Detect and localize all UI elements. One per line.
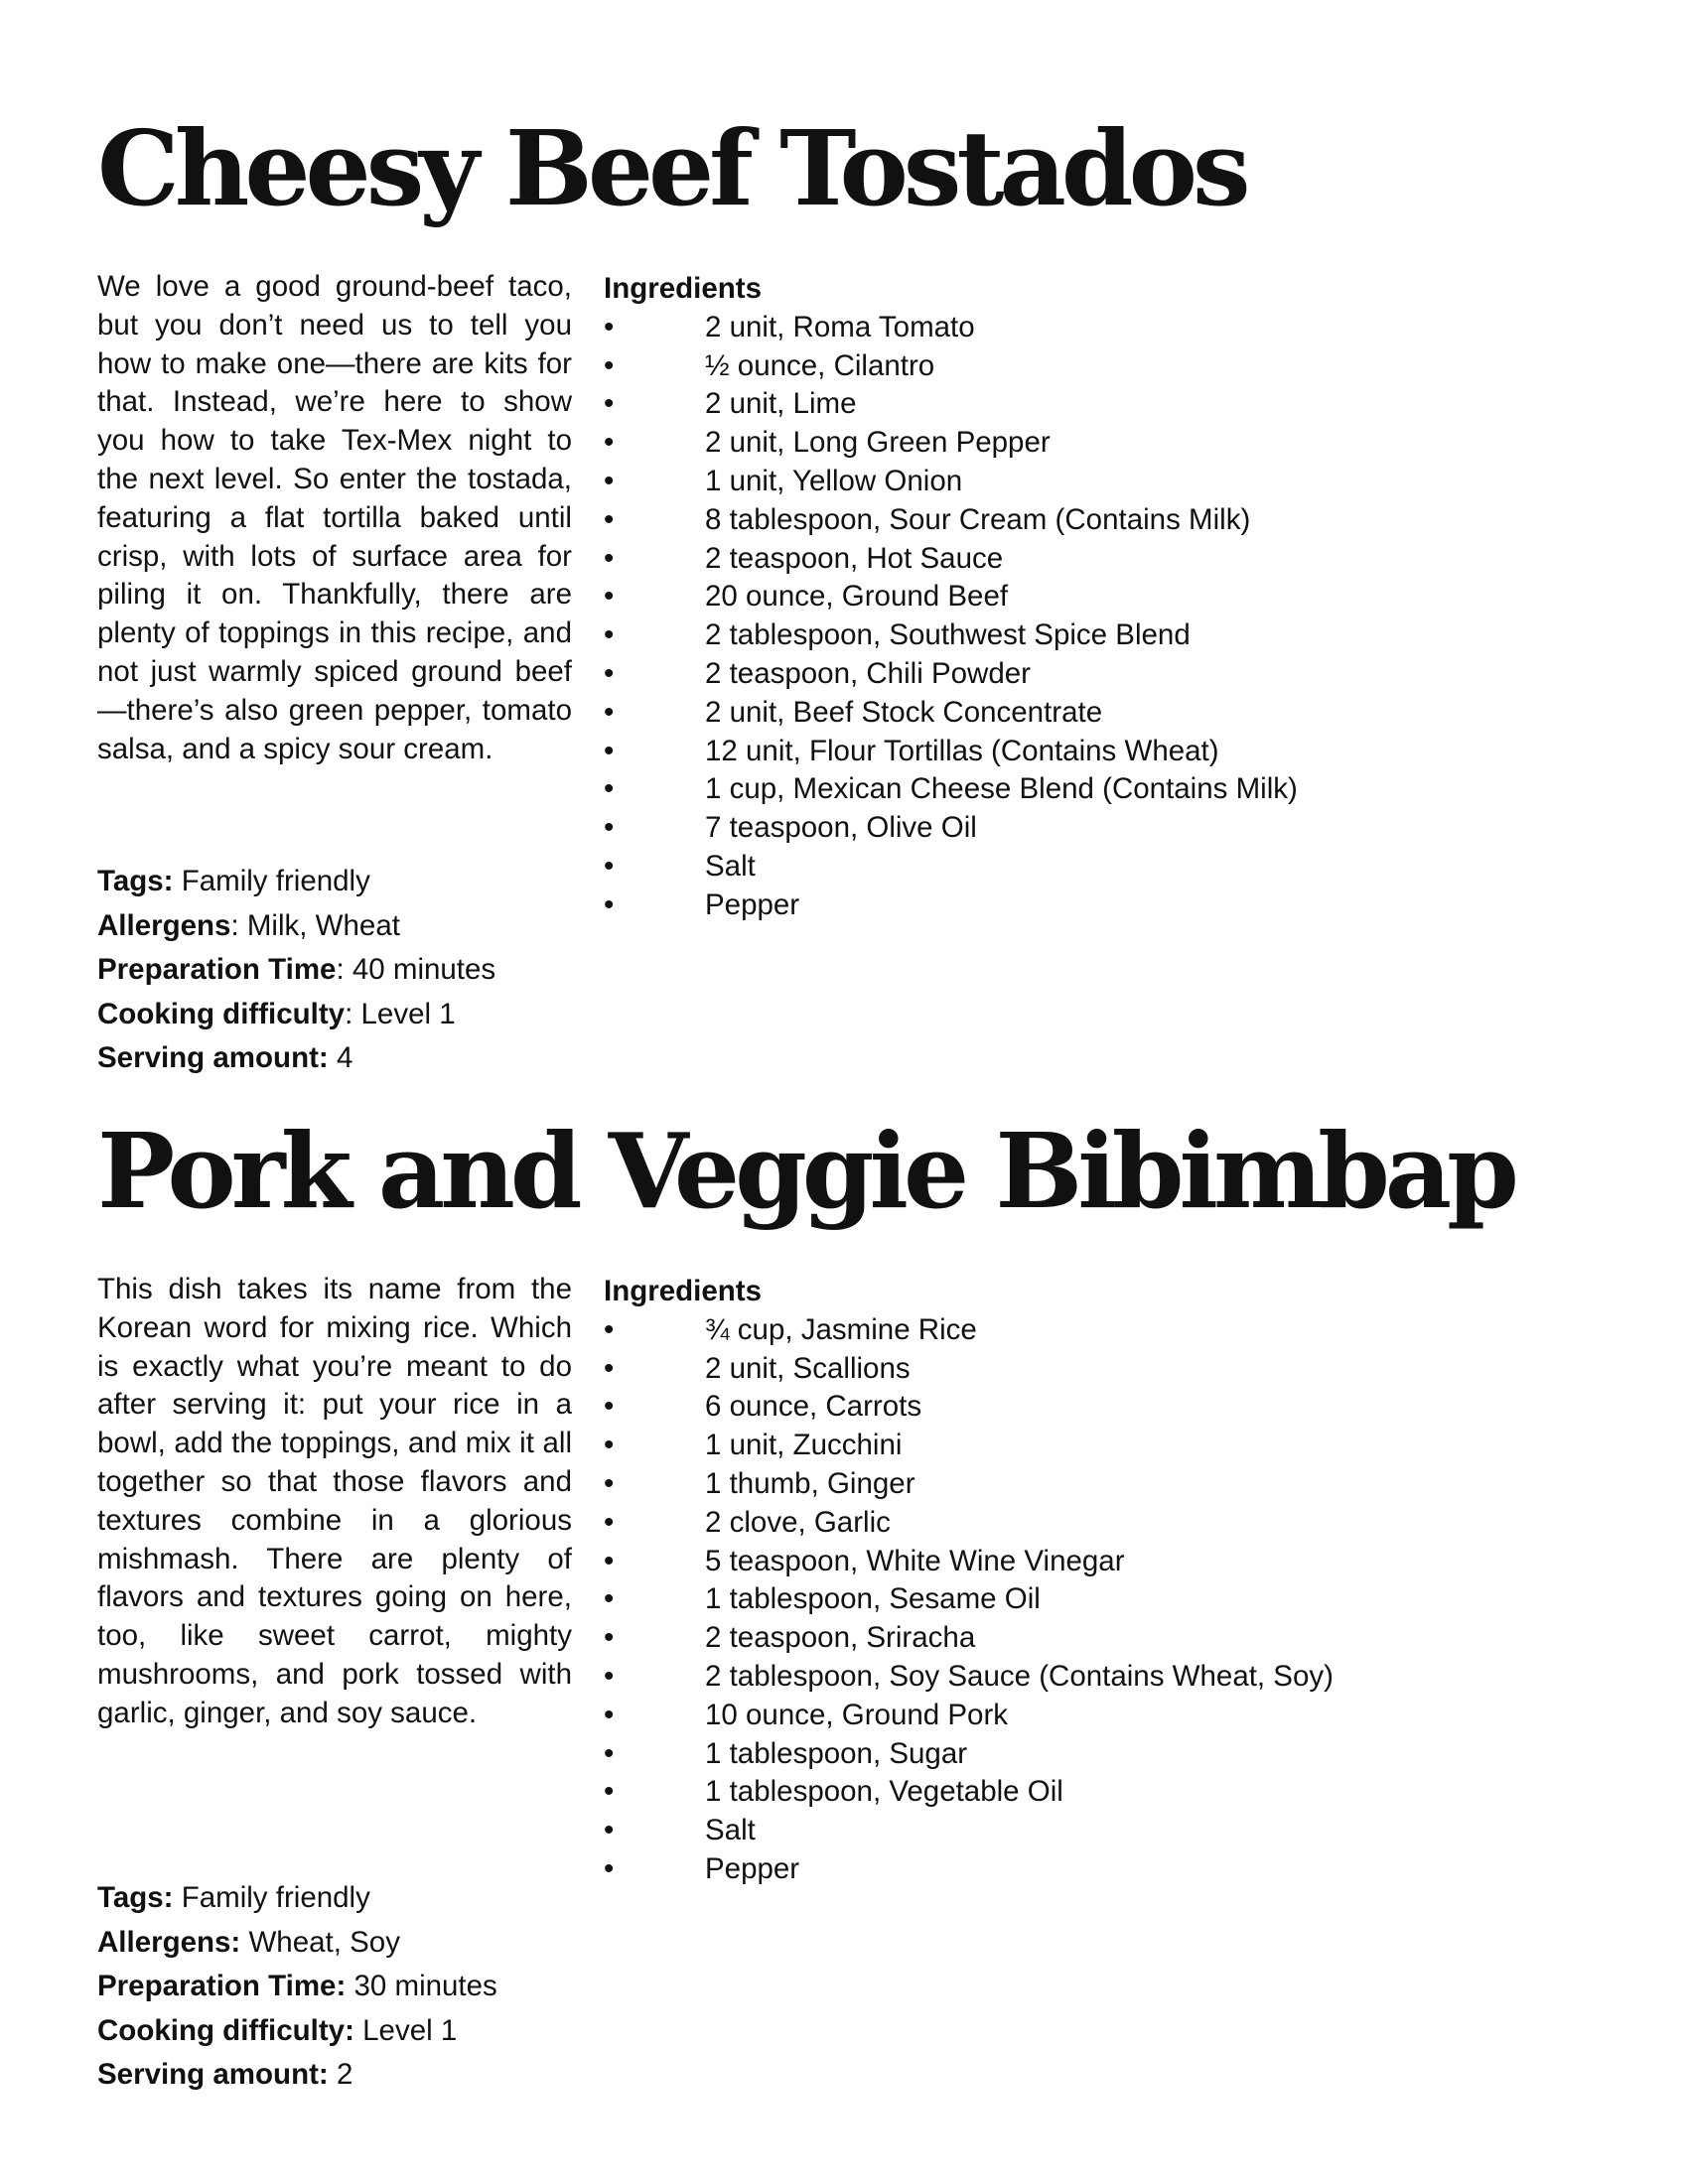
ingredient-text: 1 thumb, Ginger <box>705 1466 915 1500</box>
ingredient-item <box>604 770 1597 809</box>
ingredient-item <box>604 616 1597 655</box>
ingredient-item <box>604 1465 1597 1504</box>
difficulty-value: Level 1 <box>360 997 456 1030</box>
ingredient-text: ½ ounce, Cilantro <box>705 348 935 382</box>
bullet-icon: • <box>604 387 615 421</box>
ingredient-item <box>604 1504 1597 1543</box>
ingredient-text: 2 tablespoon, Southwest Spice Blend <box>705 618 1191 652</box>
ingredient-text: 1 tablespoon, Sugar <box>705 1736 968 1770</box>
allergens-label: Allergens <box>97 908 231 942</box>
ingredient-item <box>604 1619 1597 1658</box>
difficulty-line: Cooking difficulty: Level 1 <box>97 997 456 1030</box>
tags-line <box>97 1876 614 1921</box>
ingredients-list <box>604 309 1597 925</box>
serving-line <box>97 1036 614 1081</box>
bullet-icon: • <box>604 502 615 536</box>
ingredient-item <box>604 1773 1597 1812</box>
ingredient-item <box>604 1350 1597 1389</box>
ingredient-item <box>604 501 1597 540</box>
bullet-icon: • <box>604 1814 615 1847</box>
bullet-icon: • <box>604 1698 615 1731</box>
allergens-line: Allergens: Milk, Wheat <box>97 908 400 942</box>
bullet-icon: • <box>604 1621 615 1655</box>
ingredient-text: 2 unit, Long Green Pepper <box>705 426 1051 460</box>
bullet-icon: • <box>604 1390 615 1424</box>
recipe-meta <box>97 860 614 1081</box>
bullet-icon: • <box>604 1312 615 1346</box>
ingredient-item <box>604 809 1597 848</box>
ingredient-text: 2 clove, Garlic <box>705 1505 891 1539</box>
recipe-title: Pork and Veggie Bibimbap <box>97 1110 1514 1232</box>
serving-value: 4 <box>336 1041 353 1074</box>
serving-line <box>97 2053 614 2098</box>
ingredient-text: 1 unit, Yellow Onion <box>705 464 963 497</box>
bullet-icon: • <box>604 1351 615 1385</box>
ingredient-text: 2 tablespoon, Soy Sauce (Contains Wheat, Soy) <box>705 1659 1334 1693</box>
serving-label: Serving amount: <box>97 1041 329 1074</box>
ingredient-item <box>604 1658 1597 1697</box>
ingredient-text: 8 tablespoon, Sour Cream (Contains Milk) <box>705 502 1251 536</box>
ingredient-item <box>604 887 1597 925</box>
ingredients-heading: Ingredients <box>604 272 762 305</box>
bullet-icon: • <box>604 1505 615 1539</box>
ingredient-text: 7 teaspoon, Olive Oil <box>705 811 977 845</box>
bullet-icon: • <box>604 541 615 575</box>
bullet-icon: • <box>604 656 615 690</box>
ingredient-text: 6 ounce, Carrots <box>705 1390 922 1424</box>
ingredient-text: 1 unit, Zucchini <box>705 1429 903 1462</box>
ingredients-block <box>604 1273 1597 1889</box>
ingredient-text: 2 unit, Roma Tomato <box>705 310 975 343</box>
bullet-icon: • <box>604 1659 615 1693</box>
recipe-meta <box>97 1876 614 2098</box>
prep-time-label: Preparation Time <box>97 953 337 986</box>
ingredient-text: 1 cup, Mexican Cheese Blend (Contains Milk) <box>705 772 1298 806</box>
serving-label: Serving amount: <box>97 2058 329 2091</box>
bullet-icon: • <box>604 464 615 497</box>
bullet-icon: • <box>604 1466 615 1500</box>
bullet-icon: • <box>604 1429 615 1462</box>
tags-value: Family friendly <box>181 865 370 897</box>
recipe-title: Cheesy Beef Tostados <box>97 107 1246 229</box>
tags-line <box>97 860 614 904</box>
ingredient-text: 12 unit, Flour Tortillas (Contains Wheat) <box>705 734 1219 767</box>
difficulty-label: Cooking difficulty <box>97 997 346 1030</box>
bullet-icon: • <box>604 1775 615 1809</box>
ingredients-block <box>604 270 1597 925</box>
prep-time-line: Preparation Time: 40 minutes <box>97 953 496 986</box>
difficulty-value: Level 1 <box>362 2013 458 2047</box>
ingredient-text: Pepper <box>705 1851 800 1885</box>
bullet-icon: • <box>604 887 615 921</box>
ingredient-item <box>604 424 1597 463</box>
ingredient-text: 10 ounce, Ground Pork <box>705 1698 1009 1731</box>
ingredient-item <box>604 1697 1597 1735</box>
prep-time-value: 40 minutes <box>352 953 496 986</box>
ingredient-text: 1 tablespoon, Vegetable Oil <box>705 1775 1063 1809</box>
ingredient-item <box>604 1580 1597 1619</box>
serving-value: 2 <box>336 2058 353 2091</box>
tags-value: Family friendly <box>181 1881 370 1914</box>
ingredient-text: 2 teaspoon, Hot Sauce <box>705 541 1004 575</box>
ingredient-item <box>604 1850 1597 1889</box>
bullet-icon: • <box>604 580 615 614</box>
ingredient-item <box>604 848 1597 887</box>
ingredient-item <box>604 540 1597 579</box>
bullet-icon: • <box>604 310 615 343</box>
ingredients-heading: Ingredients <box>604 1275 762 1307</box>
ingredient-item <box>604 1735 1597 1774</box>
tags-label: Tags: <box>97 865 174 897</box>
ingredient-text: 20 ounce, Ground Beef <box>705 580 1009 614</box>
ingredient-item <box>604 655 1597 694</box>
bullet-icon: • <box>604 695 615 729</box>
bullet-icon: • <box>604 1544 615 1577</box>
bullet-icon: • <box>604 618 615 652</box>
bullet-icon: • <box>604 1582 615 1616</box>
ingredient-text: 5 teaspoon, White Wine Vinegar <box>705 1544 1125 1577</box>
ingredients-list <box>604 1311 1597 1889</box>
recipe-description: This dish takes its name from the Korean word for mixing rice. Which is exactly what you’re meant to do after serving it: put your rice in a bowl, add the toppings, and mix it all together so that those flavors and textures combine in a glorious mishmash. There are plenty of flavors and textures going on here, too, like sweet carrot, mighty mushrooms, and pork tossed with garlic, ginger, and soy sauce. <box>97 1273 572 1729</box>
ingredient-item <box>604 694 1597 733</box>
bullet-icon: • <box>604 811 615 845</box>
ingredient-item <box>604 385 1597 424</box>
allergens-line <box>97 1921 614 1966</box>
ingredient-text: 2 unit, Beef Stock Concentrate <box>705 695 1103 729</box>
prep-time-value: 30 minutes <box>353 1970 497 2002</box>
bullet-icon: • <box>604 426 615 460</box>
ingredient-item <box>604 309 1597 347</box>
ingredient-item <box>604 347 1597 386</box>
allergens-value: Milk, Wheat <box>246 908 400 942</box>
ingredient-text: 2 teaspoon, Chili Powder <box>705 656 1031 690</box>
ingredient-text: Salt <box>705 849 756 883</box>
bullet-icon: • <box>604 1851 615 1885</box>
ingredient-item <box>604 1311 1597 1350</box>
ingredient-item <box>604 1427 1597 1465</box>
ingredient-text: 2 unit, Lime <box>705 387 857 421</box>
prep-time-label: Preparation Time: <box>97 1970 347 2002</box>
ingredient-text: 2 unit, Scallions <box>705 1351 911 1385</box>
ingredient-text: Pepper <box>705 887 800 921</box>
bullet-icon: • <box>604 734 615 767</box>
bullet-icon: • <box>604 1736 615 1770</box>
tags-label: Tags: <box>97 1881 174 1914</box>
prep-time-line <box>97 1965 614 2009</box>
bullet-icon: • <box>604 772 615 806</box>
ingredient-text: ¾ cup, Jasmine Rice <box>705 1312 977 1346</box>
ingredient-item <box>604 733 1597 771</box>
ingredient-item <box>604 463 1597 501</box>
allergens-label: Allergens: <box>97 1925 241 1959</box>
ingredient-text: 2 teaspoon, Sriracha <box>705 1621 976 1655</box>
ingredient-item <box>604 1812 1597 1850</box>
ingredient-item <box>604 1388 1597 1427</box>
ingredient-item <box>604 1543 1597 1581</box>
bullet-icon: • <box>604 849 615 883</box>
difficulty-line <box>97 2009 614 2054</box>
bullet-icon: • <box>604 348 615 382</box>
difficulty-label: Cooking difficulty: <box>97 2013 354 2047</box>
ingredient-text: 1 tablespoon, Sesame Oil <box>705 1582 1041 1616</box>
ingredient-item <box>604 578 1597 616</box>
recipe-description: We love a good ground-beef taco, but you don’t need us to tell you how to make one—there are kits for that. Instead, we’re here to show you how to take Tex-Mex night to the next level. So enter the tostada, featuring a flat tortilla baked until crisp, with lots of surface area for piling it on. Thankfully, there are plenty of toppings in this recipe, and not just warmly spiced ground beef—there’s also green pepper, tomato salsa, and a spicy sour cream. <box>97 270 572 765</box>
allergens-value: Wheat, Soy <box>248 1925 400 1959</box>
ingredient-text: Salt <box>705 1814 756 1847</box>
